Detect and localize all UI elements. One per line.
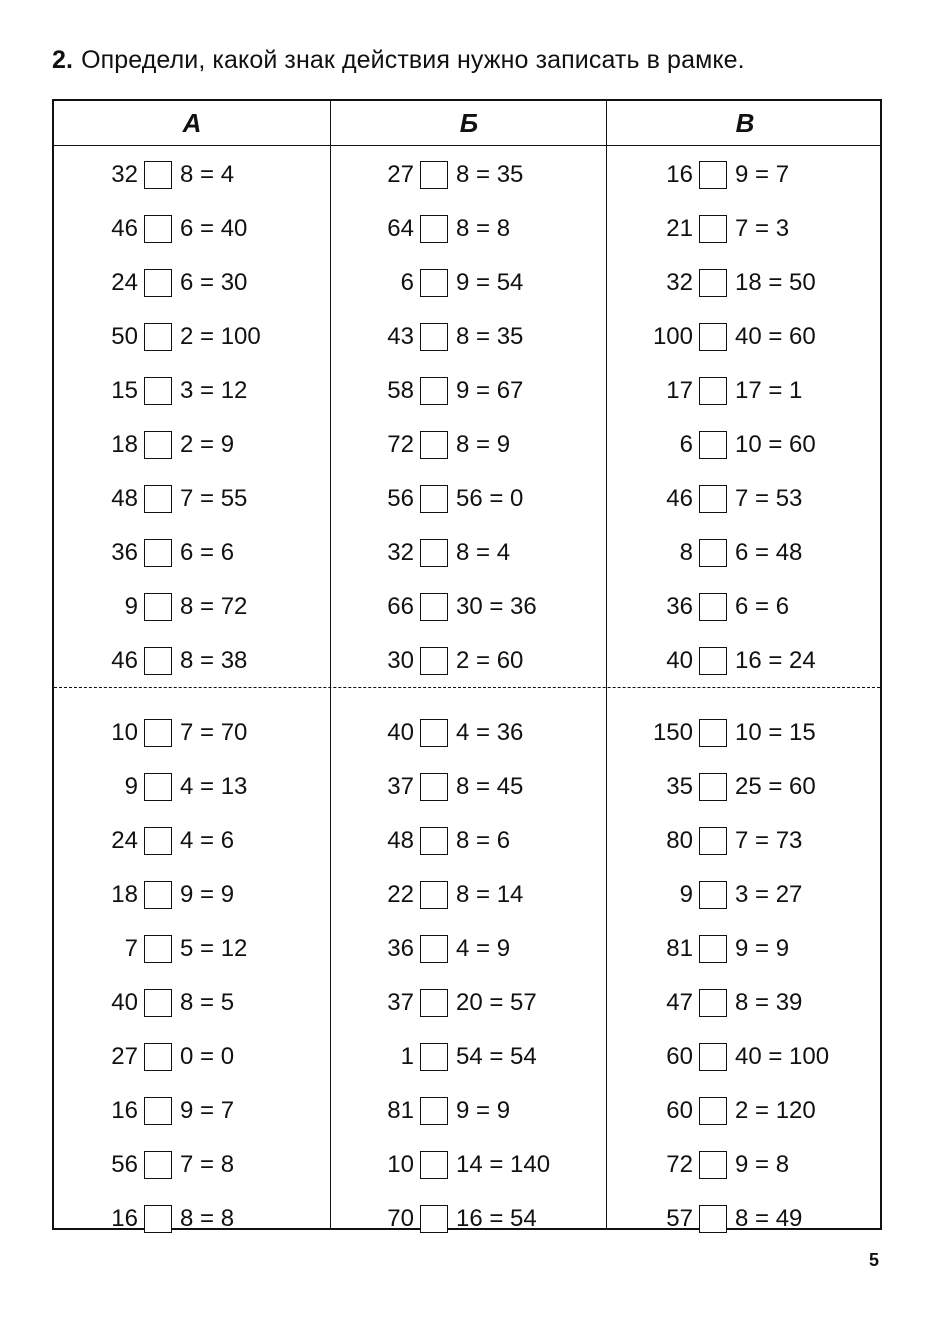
equation-row: [380, 1095, 580, 1127]
equation-row: [104, 1095, 304, 1127]
equation-rest: 7 = 8: [180, 1151, 235, 1178]
operator-answer-box[interactable]: [699, 1205, 727, 1233]
operator-answer-box[interactable]: [144, 989, 172, 1017]
operator-answer-box[interactable]: [144, 161, 172, 189]
equation-rest: 7 = 3: [735, 215, 790, 242]
operand-left: 72: [666, 1151, 693, 1178]
equation-rest: 7 = 53: [735, 485, 803, 512]
operator-answer-box[interactable]: [420, 989, 448, 1017]
equation-rest: 6 = 6: [735, 593, 790, 620]
equation-row: [652, 717, 859, 749]
operand-left: 32: [387, 539, 414, 566]
equation-rest: 7 = 73: [735, 827, 803, 854]
operand-left: 36: [387, 935, 414, 962]
operator-answer-box[interactable]: [699, 989, 727, 1017]
equation-row: [104, 1041, 304, 1073]
column-header-v: В: [735, 107, 755, 138]
operand-left: 60: [666, 1097, 693, 1124]
equation-rest: 8 = 4: [456, 539, 511, 566]
operand-left: 6: [679, 431, 693, 458]
operator-answer-box[interactable]: [420, 161, 448, 189]
equation-rest: 4 = 6: [180, 827, 235, 854]
equation-row: [380, 591, 580, 623]
operand-left: 36: [666, 593, 693, 620]
operand-left: 81: [387, 1097, 414, 1124]
operand-left: 32: [666, 269, 693, 296]
operand-left: 58: [387, 377, 414, 404]
equation-rest: 7 = 70: [180, 719, 248, 746]
equation-rest: 8 = 49: [735, 1205, 803, 1232]
operator-answer-box[interactable]: [420, 485, 448, 513]
operator-answer-box[interactable]: [420, 431, 448, 459]
operator-answer-box[interactable]: [699, 773, 727, 801]
operand-left: 48: [111, 485, 138, 512]
operator-answer-box[interactable]: [144, 1097, 172, 1125]
operand-left: 35: [666, 773, 693, 800]
operand-left: 100: [652, 323, 693, 350]
operator-answer-box[interactable]: [144, 881, 172, 909]
operand-left: 27: [387, 161, 414, 188]
operand-left: 56: [387, 485, 414, 512]
operand-left: 66: [387, 593, 414, 620]
equation-row: [380, 483, 580, 515]
equation-rest: 16 = 24: [735, 647, 816, 674]
operand-left: 36: [111, 539, 138, 566]
operator-answer-box[interactable]: [699, 1043, 727, 1071]
operand-left: 32: [111, 161, 138, 188]
operand-left: 37: [387, 989, 414, 1016]
equation-rest: 8 = 39: [735, 989, 803, 1016]
equation-rest: 8 = 45: [456, 773, 524, 800]
operand-left: 8: [679, 539, 693, 566]
equation-row: [380, 1149, 580, 1181]
equation-row: [659, 771, 859, 803]
equation-rest: 54 = 54: [456, 1043, 537, 1070]
operator-answer-box[interactable]: [144, 1043, 172, 1071]
equation-rest: 8 = 4: [180, 161, 235, 188]
equation-rest: 16 = 54: [456, 1205, 537, 1232]
equation-row: [659, 483, 859, 515]
equation-rest: 17 = 1: [735, 377, 803, 404]
operator-answer-box[interactable]: [420, 323, 448, 351]
equation-row: [104, 933, 304, 965]
equation-rest: 56 = 0: [456, 485, 524, 512]
equation-row: [380, 429, 580, 461]
operator-answer-box[interactable]: [420, 1151, 448, 1179]
equation-rest: 6 = 30: [180, 269, 248, 296]
operand-left: 50: [111, 323, 138, 350]
equation-rest: 9 = 9: [180, 881, 235, 908]
task-text: Определи, какой знак действия нужно записать в рамке.: [81, 46, 745, 74]
operator-answer-box[interactable]: [699, 539, 727, 567]
operand-left: 27: [111, 1043, 138, 1070]
operator-answer-box[interactable]: [420, 593, 448, 621]
operator-answer-box[interactable]: [699, 431, 727, 459]
operand-left: 18: [111, 881, 138, 908]
equation-rest: 7 = 55: [180, 485, 248, 512]
equation-row: [659, 267, 859, 299]
equation-rest: 8 = 35: [456, 323, 524, 350]
operator-answer-box[interactable]: [144, 377, 172, 405]
equation-rest: 0 = 0: [180, 1043, 235, 1070]
equation-rest: 6 = 6: [180, 539, 235, 566]
equation-rest: 3 = 27: [735, 881, 803, 908]
equation-row: [659, 987, 859, 1019]
equation-row: [104, 879, 304, 911]
operand-left: 57: [666, 1205, 693, 1232]
equation-rest: 14 = 140: [456, 1151, 551, 1178]
equation-row: [380, 825, 580, 857]
equation-row: [104, 483, 304, 515]
operator-answer-box[interactable]: [420, 647, 448, 675]
equation-rest: 4 = 13: [180, 773, 248, 800]
equation-row: [104, 717, 304, 749]
operator-answer-box[interactable]: [144, 719, 172, 747]
operand-left: 40: [666, 647, 693, 674]
operator-answer-box[interactable]: [699, 827, 727, 855]
equation-rest: 30 = 36: [456, 593, 537, 620]
operator-answer-box[interactable]: [144, 431, 172, 459]
operand-left: 48: [387, 827, 414, 854]
equation-rest: 8 = 72: [180, 593, 248, 620]
operator-answer-box[interactable]: [420, 1043, 448, 1071]
operand-left: 40: [387, 719, 414, 746]
equation-rest: 2 = 100: [180, 323, 261, 350]
operand-left: 56: [111, 1151, 138, 1178]
equation-rest: 10 = 60: [735, 431, 816, 458]
operator-answer-box[interactable]: [420, 773, 448, 801]
equation-rest: 20 = 57: [456, 989, 537, 1016]
operand-left: 150: [652, 719, 693, 746]
equation-row: [380, 267, 580, 299]
operand-left: 30: [387, 647, 414, 674]
operand-left: 9: [124, 593, 138, 620]
equation-rest: 9 = 8: [735, 1151, 790, 1178]
equation-row: [380, 933, 580, 965]
equation-row: [104, 987, 304, 1019]
operator-answer-box[interactable]: [144, 1205, 172, 1233]
operand-left: 18: [111, 431, 138, 458]
equation-row: [659, 591, 859, 623]
equation-row: [104, 771, 304, 803]
equation-row: [380, 717, 580, 749]
operand-left: 6: [400, 269, 414, 296]
operand-left: 24: [111, 269, 138, 296]
operator-answer-box[interactable]: [699, 593, 727, 621]
operator-answer-box[interactable]: [699, 485, 727, 513]
equation-row: [104, 825, 304, 857]
operand-left: 80: [666, 827, 693, 854]
operator-answer-box[interactable]: [699, 1151, 727, 1179]
operator-answer-box[interactable]: [144, 323, 172, 351]
operator-answer-box[interactable]: [699, 161, 727, 189]
task-number: 2.: [52, 46, 74, 74]
equation-row: [104, 1203, 304, 1235]
equation-row: [659, 1149, 859, 1181]
equation-rest: 6 = 48: [735, 539, 803, 566]
equation-row: [104, 645, 304, 677]
operand-left: 16: [666, 161, 693, 188]
equation-rest: 8 = 8: [456, 215, 511, 242]
operator-answer-box[interactable]: [699, 377, 727, 405]
operand-left: 15: [111, 377, 138, 404]
equation-row: [380, 321, 580, 353]
equation-row: [104, 591, 304, 623]
equation-row: [380, 375, 580, 407]
operand-left: 9: [124, 773, 138, 800]
operand-left: 72: [387, 431, 414, 458]
equation-rest: 2 = 60: [456, 647, 524, 674]
equation-rest: 3 = 12: [180, 377, 248, 404]
equation-rest: 8 = 38: [180, 647, 248, 674]
equation-row: [652, 321, 859, 353]
equation-row: [659, 537, 859, 569]
equation-row: [659, 933, 859, 965]
operator-answer-box[interactable]: [699, 215, 727, 243]
equation-rest: 8 = 8: [180, 1205, 235, 1232]
equation-row: [104, 375, 304, 407]
operand-left: 70: [387, 1205, 414, 1232]
equation-row: [380, 1041, 580, 1073]
equation-row: [380, 879, 580, 911]
operand-left: 7: [124, 935, 138, 962]
equation-row: [659, 879, 859, 911]
operator-answer-box[interactable]: [699, 323, 727, 351]
operator-answer-box[interactable]: [420, 215, 448, 243]
operator-answer-box[interactable]: [420, 935, 448, 963]
equation-row: [104, 321, 304, 353]
equation-rest: 4 = 9: [456, 935, 511, 962]
operator-answer-box[interactable]: [699, 935, 727, 963]
equation-row: [380, 537, 580, 569]
equation-rest: 40 = 100: [735, 1043, 830, 1070]
equation-row: [380, 987, 580, 1019]
operand-left: 17: [666, 377, 693, 404]
exercise-table: [52, 99, 882, 1230]
operator-answer-box[interactable]: [144, 827, 172, 855]
equation-rest: 18 = 50: [735, 269, 816, 296]
equation-rest: 10 = 15: [735, 719, 816, 746]
operator-answer-box[interactable]: [420, 377, 448, 405]
equation-rest: 9 = 9: [456, 1097, 511, 1124]
operand-left: 10: [111, 719, 138, 746]
equation-rest: 9 = 54: [456, 269, 524, 296]
operand-left: 16: [111, 1097, 138, 1124]
operator-answer-box[interactable]: [699, 647, 727, 675]
equation-rest: 4 = 36: [456, 719, 524, 746]
equation-row: [380, 645, 580, 677]
equation-rest: 9 = 9: [735, 935, 790, 962]
operator-answer-box[interactable]: [420, 827, 448, 855]
operator-answer-box[interactable]: [699, 719, 727, 747]
equation-row: [380, 159, 580, 191]
operator-answer-box[interactable]: [420, 881, 448, 909]
equation-rest: 8 = 6: [456, 827, 511, 854]
equation-row: [659, 213, 859, 245]
operand-left: 60: [666, 1043, 693, 1070]
equation-row: [104, 429, 304, 461]
operand-left: 43: [387, 323, 414, 350]
operator-answer-box[interactable]: [144, 539, 172, 567]
operand-left: 21: [666, 215, 693, 242]
operand-left: 81: [666, 935, 693, 962]
equation-row: [659, 1095, 859, 1127]
task-title: [52, 46, 745, 75]
operator-answer-box[interactable]: [699, 881, 727, 909]
operator-answer-box[interactable]: [144, 773, 172, 801]
operator-answer-box[interactable]: [144, 647, 172, 675]
operand-left: 47: [666, 989, 693, 1016]
operator-answer-box[interactable]: [144, 485, 172, 513]
operand-left: 10: [387, 1151, 414, 1178]
column-divider: [606, 101, 607, 1228]
operand-left: 64: [387, 215, 414, 242]
equation-row: [659, 825, 859, 857]
equation-rest: 8 = 5: [180, 989, 235, 1016]
equation-row: [659, 159, 859, 191]
section-divider-dashed: [54, 687, 880, 688]
operand-left: 16: [111, 1205, 138, 1232]
equation-row: [104, 267, 304, 299]
equation-rest: 8 = 35: [456, 161, 524, 188]
equation-rest: 2 = 120: [735, 1097, 816, 1124]
operator-answer-box[interactable]: [420, 539, 448, 567]
header-divider: [54, 145, 880, 146]
equation-rest: 6 = 40: [180, 215, 248, 242]
column-header-a: А: [182, 107, 202, 138]
equation-row: [104, 537, 304, 569]
operator-answer-box[interactable]: [144, 1151, 172, 1179]
operand-left: 37: [387, 773, 414, 800]
operand-left: 24: [111, 827, 138, 854]
operator-answer-box[interactable]: [144, 935, 172, 963]
equation-rest: 8 = 9: [456, 431, 511, 458]
equation-row: [380, 213, 580, 245]
operand-left: 1: [400, 1043, 414, 1070]
equation-rest: 9 = 7: [180, 1097, 235, 1124]
operand-left: 22: [387, 881, 414, 908]
page-number: 5: [869, 1250, 880, 1270]
column-header-b: Б: [459, 107, 479, 138]
operand-left: 46: [111, 215, 138, 242]
operand-left: 46: [111, 647, 138, 674]
operand-left: 40: [111, 989, 138, 1016]
operator-answer-box[interactable]: [420, 1205, 448, 1233]
equation-row: [380, 1203, 580, 1235]
equation-row: [659, 1041, 859, 1073]
operator-answer-box[interactable]: [144, 215, 172, 243]
equation-row: [659, 375, 859, 407]
operand-left: 9: [679, 881, 693, 908]
equation-row: [659, 429, 859, 461]
equation-rest: 8 = 14: [456, 881, 524, 908]
equation-rest: 25 = 60: [735, 773, 816, 800]
equation-row: [104, 213, 304, 245]
equation-rest: 9 = 67: [456, 377, 524, 404]
operator-answer-box[interactable]: [144, 269, 172, 297]
equation-row: [380, 771, 580, 803]
operator-answer-box[interactable]: [420, 269, 448, 297]
operator-answer-box[interactable]: [699, 1097, 727, 1125]
column-divider: [330, 101, 331, 1228]
operator-answer-box[interactable]: [420, 719, 448, 747]
operand-left: 46: [666, 485, 693, 512]
operator-answer-box[interactable]: [420, 1097, 448, 1125]
equation-rest: 5 = 12: [180, 935, 248, 962]
equation-row: [104, 159, 304, 191]
equation-row: [659, 1203, 859, 1235]
equation-row: [104, 1149, 304, 1181]
equation-rest: 9 = 7: [735, 161, 790, 188]
equation-rest: 2 = 9: [180, 431, 235, 458]
operator-answer-box[interactable]: [144, 593, 172, 621]
equation-rest: 40 = 60: [735, 323, 816, 350]
equation-row: [659, 645, 859, 677]
operator-answer-box[interactable]: [699, 269, 727, 297]
